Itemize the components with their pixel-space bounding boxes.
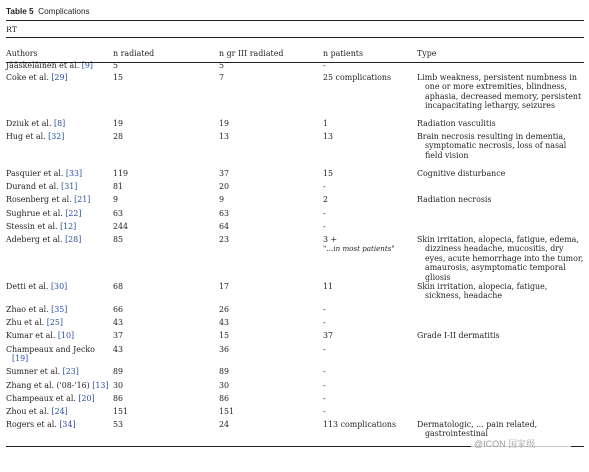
cell-n-radiated: 43: [113, 345, 124, 355]
cell-type: [417, 381, 584, 394]
cell-type: Skin irritation, alopecia, fatigue, edema, dizziness headache, mucositis, dry eyes, acute hemorrhage into the tumor, amaurosis, asymptomatic temporal gliosis: [417, 235, 584, 282]
cell-n-radiated: 9: [113, 195, 119, 204]
cell-n-patients: [323, 420, 417, 445]
author-name: Zhao et al.: [6, 305, 52, 315]
cell-type: [417, 182, 584, 195]
cell-n-gr3-radiated: 9: [219, 195, 225, 204]
section-label: RT: [6, 25, 17, 34]
citation-link[interactable]: [20]: [78, 394, 95, 404]
cell-author: [6, 169, 113, 182]
cell-n-patients: [323, 195, 417, 209]
cell-n-patients: [323, 345, 417, 367]
cell-n-radiated: 19: [113, 119, 124, 128]
cell-n-gr3-radiated: 89: [219, 367, 230, 377]
cell-n-radiated: 68: [113, 282, 124, 292]
cell-author: [6, 235, 113, 282]
cell-author: [6, 282, 113, 305]
cell-author: [6, 345, 113, 367]
header-n-patients: n patients: [323, 49, 364, 59]
patients-value: -: [323, 407, 326, 417]
patients-value: -: [323, 318, 326, 328]
patients-value: -: [323, 367, 326, 377]
table-row: [6, 282, 584, 305]
cell-n-radiated: 5: [113, 61, 119, 70]
table-row: [6, 394, 584, 407]
author-name: Zhang et al. ('08-'16): [6, 381, 93, 391]
cell-n-radiated: 86: [113, 394, 124, 404]
cell-author: [6, 367, 113, 381]
cell-n-gr3-radiated: 43: [219, 318, 230, 328]
header-type: Type: [417, 49, 437, 59]
cell-author: [6, 73, 113, 119]
patients-value: -: [323, 305, 326, 315]
cell-n-gr3-radiated: 13: [219, 132, 230, 141]
cell-n-gr3-radiated: 19: [219, 119, 230, 128]
author-name: Coke et al.: [6, 73, 52, 82]
cell-n-patients: [323, 73, 417, 119]
cell-type: Radiation vasculitis: [417, 119, 496, 128]
cell-n-radiated: 37: [113, 331, 124, 341]
cell-n-radiated: 66: [113, 305, 124, 315]
author-name: Sughrue et al.: [6, 209, 66, 218]
cell-author: [6, 420, 113, 445]
author-name: Jääskeläinen et al.: [6, 61, 82, 70]
table-row: [6, 209, 584, 222]
cell-n-radiated: 43: [113, 318, 124, 328]
cell-n-gr3-radiated: 24: [219, 420, 230, 430]
author-name: Zhou et al.: [6, 407, 52, 417]
cell-n-radiated: 63: [113, 209, 124, 218]
cell-n-radiated: 53: [113, 420, 124, 430]
cell-n-patients: [323, 132, 417, 169]
table-row: [6, 345, 584, 367]
table-row: [6, 381, 584, 394]
table-row: [6, 331, 584, 345]
table-row: [6, 367, 584, 381]
table-row: [6, 318, 584, 331]
cell-n-gr3-radiated: 17: [219, 282, 230, 292]
citation-link[interactable]: [30]: [50, 282, 68, 292]
table-row: [6, 182, 584, 195]
patients-value: 11: [323, 282, 334, 292]
author-name: Detti et al.: [6, 282, 51, 292]
citation-link[interactable]: [13]: [92, 381, 109, 391]
cell-type: [417, 318, 584, 331]
cell-author: [6, 394, 113, 407]
table-row: [6, 305, 584, 318]
author-name: Rosenberg et al.: [6, 195, 75, 204]
cell-n-radiated: 151: [113, 407, 129, 417]
cell-n-patients: [323, 222, 417, 235]
cell-n-gr3-radiated: 86: [219, 394, 230, 404]
cell-author: [6, 182, 113, 195]
cell-author: [6, 381, 113, 394]
cell-type: Limb weakness, persistent numbness in one or more extremities, blindness, aphasia, decreased memory, persistent incapacitating lethargy, seizures: [417, 73, 582, 111]
patients-value: 13: [323, 132, 334, 141]
cell-type: [417, 407, 584, 420]
cell-n-patients: [323, 169, 417, 182]
table-row: [6, 195, 584, 209]
author-name: Sumner et al.: [6, 367, 63, 377]
cell-n-patients: [323, 119, 417, 132]
cell-n-patients: [323, 318, 417, 331]
cell-type: Brain necrosis resulting in dementia, symptomatic necrosis, loss of nasal field vision: [417, 132, 567, 160]
citation-link[interactable]: [34]: [59, 420, 76, 430]
header-n-radiated: n radiated: [113, 49, 155, 59]
cell-type: Grade I-II dermatitis: [417, 331, 500, 341]
citation-link[interactable]: [23]: [62, 367, 79, 377]
cell-n-patients: [323, 394, 417, 407]
cell-n-gr3-radiated: 26: [219, 305, 230, 315]
cell-n-radiated: 85: [113, 235, 124, 244]
table-row: [6, 73, 584, 119]
table-row: [6, 119, 584, 132]
patients-value: 1: [323, 119, 329, 128]
author-name: Hug et al.: [6, 132, 49, 141]
cell-n-radiated: 81: [113, 182, 124, 191]
cell-n-gr3-radiated: 64: [219, 222, 230, 231]
patients-value: 25 complications: [323, 73, 391, 82]
table-label: Table 5: [6, 7, 34, 16]
cell-type: Cognitive disturbance: [417, 169, 506, 178]
header-rule: [6, 62, 584, 63]
patients-value: -: [323, 381, 326, 391]
citation-link[interactable]: [22]: [65, 209, 82, 218]
patients-value: 37: [323, 331, 334, 341]
patients-value: 113 complications: [323, 420, 397, 430]
cell-type: Radiation necrosis: [417, 195, 492, 204]
citation-link[interactable]: [31]: [61, 182, 78, 191]
patients-value: -: [323, 61, 326, 70]
cell-type: [417, 222, 584, 235]
citation-link[interactable]: [32]: [48, 132, 65, 141]
author-name: Zhu et al.: [6, 318, 47, 328]
citation-link[interactable]: [33]: [65, 169, 83, 178]
author-name: Dziuk et al.: [6, 119, 54, 128]
citation-link[interactable]: [24]: [51, 407, 68, 417]
cell-author: [6, 222, 113, 235]
header-authors: Authors: [6, 49, 38, 59]
author-name: Durand et al.: [6, 182, 62, 191]
patients-value: 3 +: [323, 235, 338, 244]
author-name: Kumar et al.: [6, 331, 58, 341]
cell-n-radiated: 15: [113, 73, 124, 82]
table-row: [6, 132, 584, 169]
cell-author: [6, 132, 113, 169]
cell-type: [417, 305, 584, 318]
citation-link[interactable]: [9]: [81, 61, 93, 70]
patients-value: -: [323, 209, 326, 218]
table-row: [6, 235, 584, 282]
table-container: [6, 6, 584, 439]
patients-value: 2: [323, 195, 329, 204]
cell-type: Skin irritation, alopecia, fatigue, sickness, headache: [417, 282, 548, 301]
author-name: Champeaux and Jecko: [6, 345, 95, 355]
cell-type: Dermatologic, ... pain related, gastrointestinal: [417, 420, 538, 439]
cell-author: [6, 209, 113, 222]
author-name: Pasquier et al.: [6, 169, 66, 178]
cell-n-patients: [323, 182, 417, 195]
cell-n-gr3-radiated: 36: [219, 345, 230, 355]
cell-n-radiated: 30: [113, 381, 124, 391]
watermark: @ICON 国家级: [471, 438, 571, 451]
table-row: [6, 407, 584, 420]
citation-link[interactable]: [10]: [57, 331, 75, 341]
patients-value: -: [323, 222, 326, 231]
citation-link[interactable]: [21]: [74, 195, 91, 204]
table-title: Complications: [38, 7, 90, 16]
patients-value: -: [323, 394, 326, 404]
cell-n-gr3-radiated: 151: [219, 407, 235, 417]
cell-n-radiated: 119: [113, 169, 129, 178]
cell-n-gr3-radiated: 30: [219, 381, 230, 391]
cell-n-patients: [323, 209, 417, 222]
cell-n-gr3-radiated: 63: [219, 209, 230, 218]
table-row: [6, 169, 584, 182]
citation-link[interactable]: [25]: [46, 318, 63, 328]
cell-type: [417, 394, 584, 407]
citation-link[interactable]: [29]: [51, 73, 68, 82]
cell-author: [6, 407, 113, 420]
patients-note: "…in most patients": [323, 244, 395, 254]
cell-n-patients: [323, 305, 417, 318]
cell-n-patients: [323, 381, 417, 394]
author-name: Adeberg et al.: [6, 235, 66, 244]
header-row: [6, 47, 584, 61]
table-caption: [6, 6, 584, 18]
complications-table: [6, 47, 584, 445]
cell-type: [417, 367, 584, 381]
table-row: [6, 222, 584, 235]
cell-type: [417, 345, 584, 367]
cell-author: [6, 305, 113, 318]
cell-n-gr3-radiated: 23: [219, 235, 230, 244]
cell-n-gr3-radiated: 15: [219, 331, 230, 341]
cell-n-gr3-radiated: 37: [219, 169, 230, 178]
citation-link[interactable]: [19]: [12, 354, 29, 364]
cell-author: [6, 331, 113, 345]
author-name: Stessin et al.: [6, 222, 61, 231]
cell-n-gr3-radiated: 7: [219, 73, 225, 82]
table-body: [6, 61, 584, 445]
cell-n-radiated: 28: [113, 132, 124, 141]
section-rule: [6, 37, 584, 38]
cell-author: [6, 119, 113, 132]
citation-link[interactable]: [35]: [51, 305, 68, 315]
author-name: Champeaux et al.: [6, 394, 79, 404]
cell-type: [417, 209, 584, 222]
citation-link[interactable]: [12]: [60, 222, 77, 231]
header-n-gr3-radiated: n gr III radiated: [219, 49, 284, 59]
cell-n-patients: [323, 367, 417, 381]
cell-n-gr3-radiated: 5: [219, 61, 225, 70]
patients-value: -: [323, 182, 326, 191]
cell-author: [6, 318, 113, 331]
cell-n-radiated: 244: [113, 222, 129, 231]
cell-n-patients: [323, 407, 417, 420]
citation-link[interactable]: [28]: [65, 235, 82, 244]
top-rule: [6, 20, 584, 21]
cell-author: [6, 195, 113, 209]
cell-n-gr3-radiated: 20: [219, 182, 230, 191]
cell-n-patients: [323, 331, 417, 345]
cell-n-patients: [323, 235, 417, 282]
patients-value: -: [323, 345, 326, 355]
citation-link[interactable]: [8]: [53, 119, 66, 128]
cell-n-patients: [323, 282, 417, 305]
cell-n-radiated: 89: [113, 367, 124, 377]
patients-value: 15: [323, 169, 334, 178]
author-name: Rogers et al.: [6, 420, 60, 430]
